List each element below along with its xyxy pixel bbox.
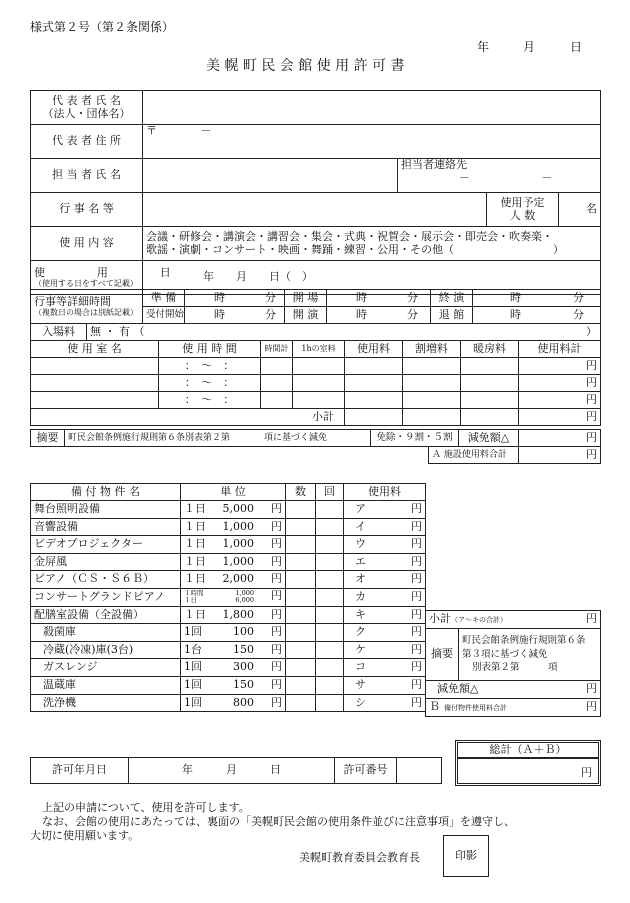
- room-surcharge-field[interactable]: [403, 358, 461, 375]
- footer-text-2: なお、会館の使用にあたっては、裏面の「美幌町民会館の使用条件並びに注意事項」を遵守し、: [42, 815, 515, 828]
- equipment-fee-field[interactable]: シ 円: [344, 694, 426, 712]
- room-heating-field[interactable]: [461, 375, 519, 392]
- rooms-header-total: 使用料計: [519, 341, 601, 358]
- equipment-summary-table: [425, 610, 601, 717]
- equipment-unit: １時間 １日1,000 6,000 円: [181, 588, 286, 606]
- room-surcharge-field[interactable]: [403, 375, 461, 392]
- rooms-reduction-field[interactable]: 円: [519, 430, 601, 447]
- room-heating-field[interactable]: [461, 392, 519, 409]
- room-time-field[interactable]: ： ～ ：: [159, 392, 261, 409]
- equipment-unit: １日 1,000 円: [181, 518, 286, 536]
- equipment-fee-field[interactable]: オ 円: [344, 571, 426, 589]
- date-day-label: 日: [570, 40, 583, 54]
- contact-label: 担当者連絡先: [401, 158, 467, 171]
- room-time-field[interactable]: ： ～ ：: [159, 375, 261, 392]
- footer-text-3: 大切に使用願います。: [30, 829, 140, 842]
- equipment-unit: 1台 150 円: [181, 641, 286, 659]
- equipment-qty-field[interactable]: [286, 536, 316, 554]
- times-label: 行事等詳細時間 （複数日の場合は別紙記載）: [31, 290, 143, 324]
- equipment-qty-field[interactable]: [286, 659, 316, 677]
- use-date-field[interactable]: 年 月 日（ ）: [143, 261, 601, 295]
- start-time-field[interactable]: 時 分: [327, 307, 431, 324]
- reception-label: 受付開始: [143, 307, 185, 324]
- total-a-field[interactable]: 円: [519, 447, 601, 464]
- start-label: 開 演: [285, 307, 327, 324]
- equipment-table: [30, 483, 426, 712]
- reception-time-field[interactable]: 時 分: [185, 307, 285, 324]
- equipment-header-name: 備 付 物 件 名: [31, 484, 181, 501]
- total-b[interactable]: Ｂ 備付物件使用料合計 円: [426, 698, 601, 716]
- rooms-summary-table: [30, 429, 601, 447]
- equipment-times-field[interactable]: [316, 624, 344, 642]
- end-label: 終 演: [431, 290, 473, 307]
- total-b-label: 備付物件使用料合計: [444, 703, 507, 712]
- postal-dash: －: [200, 124, 212, 137]
- equipment-times-field[interactable]: [316, 676, 344, 694]
- room-row: [31, 375, 601, 392]
- equipment-row: [31, 606, 426, 624]
- person-label: 担 当 者 氏 名: [31, 159, 143, 193]
- footer-text-1: 上記の申請について、使用を許可します。: [42, 801, 250, 814]
- total-a-label: Ａ 施設使用料合計: [429, 447, 519, 464]
- equipment-summary-label: 摘要: [426, 628, 459, 681]
- equipment-fee-field[interactable]: ク 円: [344, 624, 426, 642]
- contact-dash-2: －: [541, 170, 553, 184]
- equipment-times-field[interactable]: [316, 588, 344, 606]
- room-total-field[interactable]: 円: [519, 358, 601, 375]
- total-a-table: [428, 446, 601, 464]
- applicant-table: [30, 90, 601, 295]
- equipment-times-field[interactable]: [316, 606, 344, 624]
- attendees-field[interactable]: [559, 193, 601, 227]
- equipment-fee-field[interactable]: カ 円: [344, 588, 426, 606]
- open-time-field[interactable]: 時 分: [327, 290, 431, 307]
- equipment-name: 音響設備: [31, 518, 181, 536]
- equipment-unit: １日 1,800 円: [181, 606, 286, 624]
- contact-dash-1: －: [459, 170, 470, 184]
- usage-text-2: 歌謡・演劇・コンサート・映画・舞踊・練習・公用・その他（ ）: [146, 242, 564, 256]
- use-date-label: 使 用 日 （使用する日をすべて記載）: [31, 261, 143, 295]
- equipment-times-field[interactable]: [316, 518, 344, 536]
- equipment-name: 殺菌庫: [31, 624, 181, 642]
- equipment-row: [31, 659, 426, 677]
- event-field[interactable]: [143, 193, 487, 227]
- equipment-header-times: 回: [316, 484, 344, 501]
- rooms-header-name: 使 用 室 名: [31, 341, 159, 358]
- equipment-header-qty: 数: [286, 484, 316, 501]
- equipment-row: [31, 641, 426, 659]
- room-fee-field[interactable]: [345, 392, 403, 409]
- room-name-field[interactable]: [31, 358, 159, 375]
- equipment-subtotal-label: 小計: [429, 611, 451, 625]
- rooms-header-hours: 時間計: [261, 341, 293, 358]
- issuer: 美幌町教育委員会教育長: [299, 851, 420, 864]
- equipment-times-field[interactable]: [316, 641, 344, 659]
- admission-label: 入場料: [31, 324, 87, 341]
- equipment-times-field[interactable]: [316, 501, 344, 519]
- equipment-qty-field[interactable]: [286, 518, 316, 536]
- equipment-qty-field[interactable]: [286, 641, 316, 659]
- room-rate-field[interactable]: [293, 358, 345, 375]
- rep-name-label: 代 表 者 氏 名 （法人・団体名）: [31, 91, 143, 125]
- prep-label: 準 備: [143, 290, 185, 307]
- rep-address-label: 代 表 者 住 所: [31, 125, 143, 159]
- person-field[interactable]: [143, 159, 398, 193]
- rooms-header-surcharge: 割増料: [403, 341, 461, 358]
- permit-date-field[interactable]: 年 月 日: [129, 758, 335, 784]
- date-month-label: 月: [523, 40, 536, 54]
- leave-label: 退 館: [431, 307, 473, 324]
- equipment-times-field[interactable]: [316, 571, 344, 589]
- room-heating-field[interactable]: [461, 358, 519, 375]
- equipment-times-field[interactable]: [316, 536, 344, 554]
- rooms-header-rate: 1hの室料: [293, 341, 345, 358]
- room-hours-field[interactable]: [261, 358, 293, 375]
- equipment-unit: 1回 300 円: [181, 659, 286, 677]
- equipment-qty-field[interactable]: [286, 694, 316, 712]
- equipment-unit: １日 1,000 円: [181, 553, 286, 571]
- usage-label: 使 用 内 容: [31, 227, 143, 261]
- rep-name-field[interactable]: [143, 91, 601, 125]
- usage-text-1: 会議・研修会・講演会・講習会・集会・式典・祝賀会・展示会・即売会・吹奏楽・: [146, 229, 553, 243]
- attendees-label: 使用予定 人 数: [487, 193, 559, 227]
- room-rate-field[interactable]: [293, 375, 345, 392]
- equipment-fee-field[interactable]: ウ 円: [344, 536, 426, 554]
- exemption-options[interactable]: 免除・９割・５割: [371, 430, 459, 447]
- equipment-row: [31, 624, 426, 642]
- equipment-unit: 1回 150 円: [181, 676, 286, 694]
- seal-box: 印影: [443, 835, 489, 877]
- times-table: [30, 289, 601, 324]
- prep-time-field[interactable]: 時 分: [185, 290, 285, 307]
- room-total-field[interactable]: 円: [519, 392, 601, 409]
- rooms-header-time: 使 用 時 間: [159, 341, 261, 358]
- admission-field[interactable]: 無 ・ 有 （ ）: [87, 324, 601, 341]
- equipment-row: [31, 588, 426, 606]
- page-title: 美 幌 町 民 会 館 使 用 許 可 書: [206, 58, 405, 74]
- equipment-times-field[interactable]: [316, 659, 344, 677]
- equipment-row: [31, 536, 426, 554]
- equipment-times-field[interactable]: [316, 694, 344, 712]
- equipment-unit: １日 2,000 円: [181, 571, 286, 589]
- equipment-qty-field[interactable]: [286, 501, 316, 519]
- equipment-name: 洗浄機: [31, 694, 181, 712]
- equipment-unit: 1回 100 円: [181, 624, 286, 642]
- equipment-fee-field[interactable]: サ 円: [344, 676, 426, 694]
- form-number: 様式第２号（第２条関係）: [30, 20, 175, 34]
- room-hours-field[interactable]: [261, 392, 293, 409]
- equipment-fee-field[interactable]: エ 円: [344, 553, 426, 571]
- rooms-summary-text: 町民会館条例施行規則第６条別表第２第 項に基づく減免: [65, 430, 371, 447]
- grand-total-field[interactable]: [457, 758, 599, 784]
- equipment-name: 温蔵庫: [31, 676, 181, 694]
- room-name-field[interactable]: [31, 392, 159, 409]
- room-row: [31, 392, 601, 409]
- room-total-field[interactable]: 円: [519, 375, 601, 392]
- event-label: 行 事 名 等: [31, 193, 143, 227]
- grand-total-label: 総計（Ａ＋Ｂ）: [457, 742, 599, 758]
- attendees-unit: 名: [586, 202, 597, 216]
- grand-total-yen: 円: [581, 766, 592, 779]
- permit-number-field[interactable]: [397, 758, 442, 784]
- equipment-name: 冷蔵(冷凍)庫(3台): [31, 641, 181, 659]
- equipment-fee-field[interactable]: キ 円: [344, 606, 426, 624]
- contact-field[interactable]: [398, 159, 601, 193]
- room-row: [31, 358, 601, 375]
- permit-date-label: 許可年月日: [31, 758, 129, 784]
- equipment-name: ピアノ（ＣＳ・Ｓ６Ｂ）: [31, 571, 181, 589]
- equipment-reduction[interactable]: 減免額△ 円: [426, 681, 601, 699]
- permit-number-label: 許可番号: [335, 758, 397, 784]
- end-time-field[interactable]: 時 分: [473, 290, 601, 307]
- postal-mark: 〒: [146, 124, 157, 137]
- equipment-subtotal[interactable]: 小計（ア～キの合計） 円: [426, 611, 601, 629]
- equipment-row: [31, 501, 426, 519]
- room-fee-field[interactable]: [345, 358, 403, 375]
- open-label: 開 場: [285, 290, 327, 307]
- usage-field[interactable]: [143, 227, 601, 261]
- equipment-unit: １日 5,000 円: [181, 501, 286, 519]
- equipment-fee-field[interactable]: コ 円: [344, 659, 426, 677]
- room-fee-field[interactable]: [345, 375, 403, 392]
- equipment-name: 配膳室設備（全設備）: [31, 606, 181, 624]
- room-name-field[interactable]: [31, 375, 159, 392]
- subtotal-fee-field[interactable]: [345, 409, 403, 426]
- equipment-summary-text: 町民会館条例施行規則第６条 第３項に基づく減免 別表第２第 項: [459, 628, 601, 681]
- room-rate-field[interactable]: [293, 392, 345, 409]
- equipment-header-unit: 単 位: [181, 484, 286, 501]
- equipment-row: [31, 518, 426, 536]
- rooms-header-heating: 暖房料: [461, 341, 519, 358]
- equipment-qty-field[interactable]: [286, 571, 316, 589]
- equipment-row: [31, 694, 426, 712]
- rooms-subtotal-field[interactable]: 円: [519, 409, 601, 426]
- subtotal-surcharge-field[interactable]: [403, 409, 461, 426]
- rep-address-field[interactable]: [143, 125, 601, 159]
- permit-table: [30, 757, 442, 784]
- admission-table: [30, 323, 601, 341]
- equipment-reduction-label: 減免額△: [437, 682, 479, 696]
- equipment-row: [31, 676, 426, 694]
- equipment-qty-field[interactable]: [286, 588, 316, 606]
- date-year-label: 年: [477, 40, 490, 54]
- subtotal-heating-field[interactable]: [461, 409, 519, 426]
- equipment-fee-field[interactable]: イ 円: [344, 518, 426, 536]
- equipment-header-fee: 使用料: [344, 484, 426, 501]
- equipment-fee-field[interactable]: ケ 円: [344, 641, 426, 659]
- rooms-table: [30, 340, 601, 426]
- equipment-times-field[interactable]: [316, 553, 344, 571]
- equipment-qty-field[interactable]: [286, 606, 316, 624]
- rooms-header-fee: 使用料: [345, 341, 403, 358]
- equipment-unit: 1回 800 円: [181, 694, 286, 712]
- equipment-unit: １日 1,000 円: [181, 536, 286, 554]
- room-hours-field[interactable]: [261, 375, 293, 392]
- equipment-name: ガスレンジ: [31, 659, 181, 677]
- equipment-row: [31, 553, 426, 571]
- rooms-subtotal-label: 小計: [31, 409, 345, 426]
- equipment-row: [31, 571, 426, 589]
- rooms-reduction-label: 減免額△: [459, 430, 519, 447]
- equipment-qty-field[interactable]: [286, 553, 316, 571]
- room-time-field[interactable]: ： ～ ：: [159, 358, 261, 375]
- equipment-qty-field[interactable]: [286, 624, 316, 642]
- room-surcharge-field[interactable]: [403, 392, 461, 409]
- equipment-name: コンサートグランドピアノ: [31, 588, 181, 606]
- equipment-fee-field[interactable]: ア 円: [344, 501, 426, 519]
- equipment-name: 金屏風: [31, 553, 181, 571]
- rooms-summary-label: 摘要: [31, 430, 65, 447]
- leave-time-field[interactable]: 時 分: [473, 307, 601, 324]
- equipment-name: ビデオプロジェクター: [31, 536, 181, 554]
- equipment-name: 舞台照明設備: [31, 501, 181, 519]
- equipment-qty-field[interactable]: [286, 676, 316, 694]
